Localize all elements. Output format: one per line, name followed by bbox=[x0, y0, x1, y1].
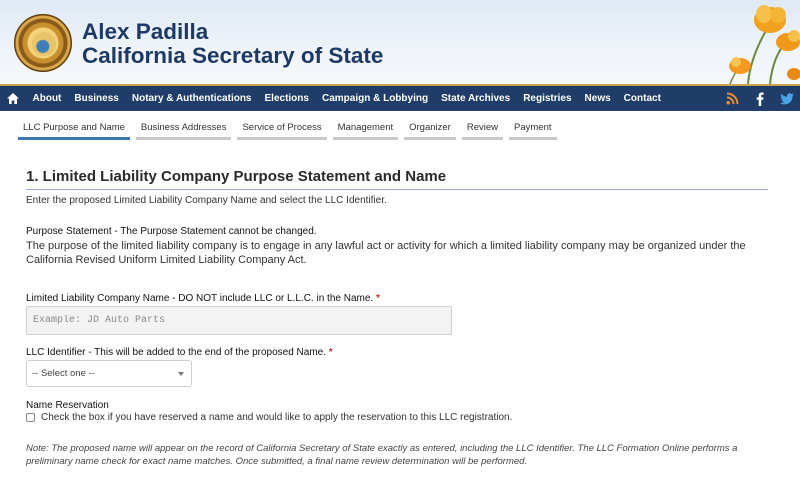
nav-registries[interactable]: Registries bbox=[523, 93, 572, 104]
nav-elections[interactable]: Elections bbox=[264, 93, 309, 104]
name-reservation-text: Check the box if you have reserved a name and would like to apply the reservation to this LLC registration. bbox=[41, 412, 513, 423]
nav-about[interactable]: About bbox=[32, 93, 62, 104]
header-title-name[interactable]: Alex Padilla bbox=[82, 19, 209, 44]
name-reservation-label: Name Reservation bbox=[26, 400, 109, 411]
llc-name-label bbox=[26, 293, 380, 304]
seal-center bbox=[32, 32, 56, 56]
main-nav bbox=[0, 84, 800, 111]
site-header bbox=[0, 0, 800, 84]
social-links bbox=[719, 86, 800, 111]
llc-identifier-selected-value: -- Select one -- bbox=[32, 368, 95, 379]
nav-archives[interactable]: State Archives bbox=[441, 93, 511, 104]
required-marker: * bbox=[328, 347, 333, 358]
instruction-text: Enter the proposed Limited Liability Company Name and select the LLC Identifier. bbox=[26, 195, 387, 206]
step-business-addresses[interactable]: Business Addresses bbox=[136, 122, 232, 140]
purpose-statement-text: The purpose of the limited liability company is to engage in any lawful act or activity for which a limited liability company may be organized under the California Revised Uniform Limited Liability Company Act. bbox=[26, 240, 746, 266]
purpose-statement-label: Purpose Statement - The Purpose Statement cannot be changed. bbox=[26, 226, 317, 237]
nav-campaign[interactable]: Campaign & Lobbying bbox=[321, 93, 429, 104]
step-organizer[interactable]: Organizer bbox=[404, 122, 456, 140]
required-marker: * bbox=[375, 293, 380, 304]
wizard-steps bbox=[18, 122, 563, 140]
step-management[interactable]: Management bbox=[333, 122, 398, 140]
page-title: 1. Limited Liability Company Purpose Statement and Name bbox=[26, 168, 768, 190]
step-service-of-process[interactable]: Service of Process bbox=[237, 122, 326, 140]
home-icon[interactable] bbox=[0, 86, 26, 111]
step-llc-purpose-name[interactable]: LLC Purpose and Name bbox=[18, 122, 130, 140]
llc-name-input[interactable] bbox=[26, 306, 452, 335]
llc-identifier-select[interactable] bbox=[26, 360, 192, 387]
nav-contact[interactable]: Contact bbox=[623, 93, 661, 104]
nav-news[interactable]: News bbox=[584, 93, 611, 104]
llc-identifier-label bbox=[26, 347, 333, 358]
chevron-down-icon bbox=[178, 372, 184, 376]
rss-icon[interactable] bbox=[719, 86, 746, 111]
name-reservation-checkbox[interactable] bbox=[26, 413, 35, 422]
nav-notary[interactable]: Notary & Authentications bbox=[131, 93, 252, 104]
facebook-icon[interactable] bbox=[746, 86, 773, 111]
state-seal-logo[interactable] bbox=[14, 14, 72, 72]
poppy-flowers bbox=[690, 0, 800, 84]
step-review[interactable]: Review bbox=[462, 122, 503, 140]
name-note: Note: The proposed name will appear on the record of California Secretary of State exactly as entered, including the LLC Identifier. The LLC Formation Online performs a preliminary name check for exact name matches. Once submitted, a final name review determination will be performed. bbox=[26, 443, 738, 467]
header-title-office[interactable]: California Secretary of State bbox=[82, 43, 384, 68]
llc-name-label-text: Limited Liability Company Name - DO NOT include LLC or L.L.C. in the Name. bbox=[26, 293, 374, 304]
twitter-icon[interactable] bbox=[773, 86, 800, 111]
nav-business[interactable]: Business bbox=[74, 93, 119, 104]
llc-identifier-label-text: LLC Identifier - This will be added to the end of the proposed Name. bbox=[26, 347, 326, 358]
step-payment[interactable]: Payment bbox=[509, 122, 557, 140]
